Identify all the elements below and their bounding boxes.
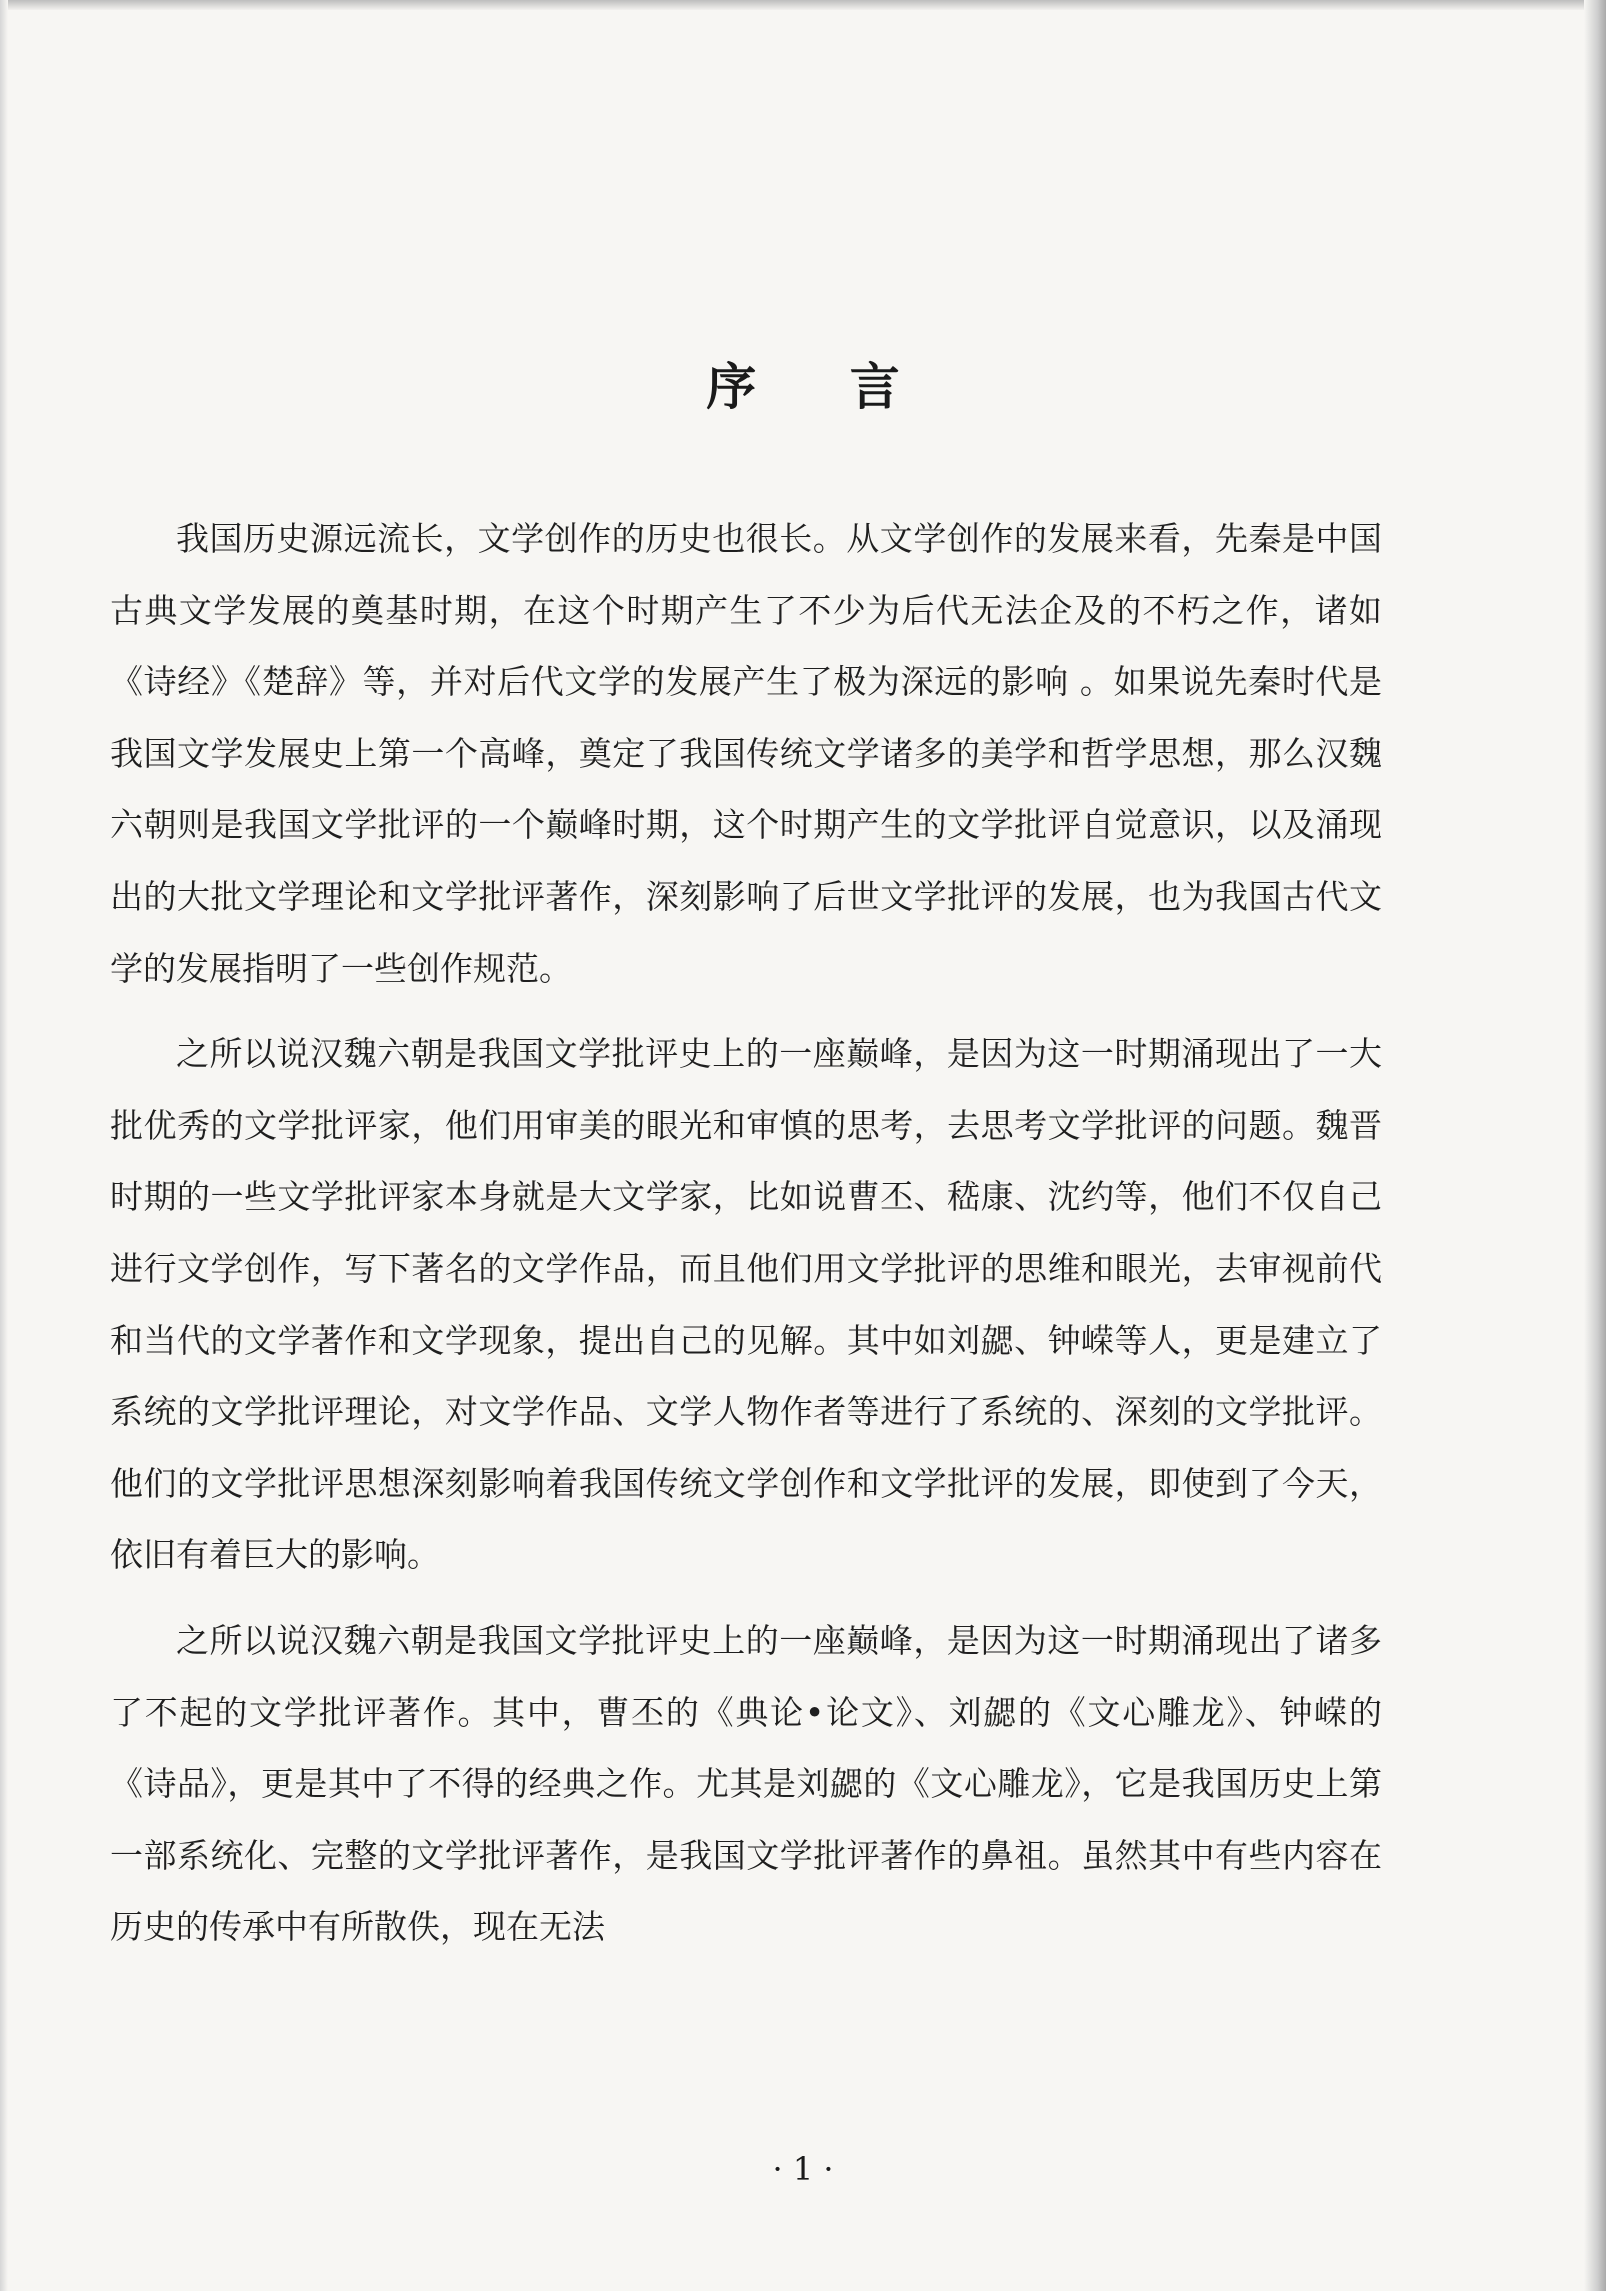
page-left-shadow — [0, 0, 8, 2291]
page-right-shadow — [1584, 0, 1606, 2291]
body-text — [110, 503, 1382, 1963]
paragraph-2: 之所以说汉魏六朝是我国文学批评史上的一座巅峰，是因为这一时期涌现出了一大批优秀的文学批评家，他们用审美的眼光和审慎的思考，去思考文学批评的问题。魏晋时期的一些文学批评家本身就是大文学家，比如说曹丕、嵇康、沈约等，他们不仅自己进行文学创作，写下著名的文学作品，而且他们用文学批评的思维和眼光，去审视前代和当代的文学著作和文学现象，提出自己的见解。其中如刘勰、钟嵘等人，更是建立了系统的文学批评理论，对文学作品、文学人物作者等进行了系统的、深刻的文学批评。他们的文学批评思想深刻影响着我国传统文学创作和文学批评的发展，即使到了今天，依旧有着巨大的影响。 — [110, 1034, 1382, 1575]
page-top-shadow — [0, 0, 1606, 10]
page-number: · 1 · — [772, 2150, 834, 2188]
paragraph-3: 之所以说汉魏六朝是我国文学批评史上的一座巅峰，是因为这一时期涌现出了诸多了不起的文学批评著作。其中，曹丕的《典论•论文》、刘勰的《文心雕龙》、钟嵘的《诗品》，更是其中了不得的经典之作。尤其是刘勰的《文心雕龙》，它是我国历史上第一部系统化、完整的文学批评著作，是我国文学批评著作的鼻祖。虽然其中有些内容在历史的传承中有所散佚，现在无法 — [110, 1620, 1382, 1947]
page-title: 序 言 — [706, 357, 938, 416]
paragraph-1: 我国历史源远流长，文学创作的历史也很长。从文学创作的发展来看，先秦是中国古典文学发展的奠基时期，在这个时期产生了不少为后代无法企及的不朽之作，诸如《诗经》《楚辞》等，并对后代文学的发展产生了极为深远的影响 。如果说先秦时代是我国文学发展史上第一个高峰，奠定了我国传统文学诸多的美学和哲学思想，那么汉魏六朝则是我国文学批评的一个巅峰时期，这个时期产生的文学批评自觉意识，以及涌现出的大批文学理论和文学批评著作，深刻影响了后世文学批评的发展，也为我国古代文学的发展指明了一些创作规范。 — [110, 519, 1382, 988]
